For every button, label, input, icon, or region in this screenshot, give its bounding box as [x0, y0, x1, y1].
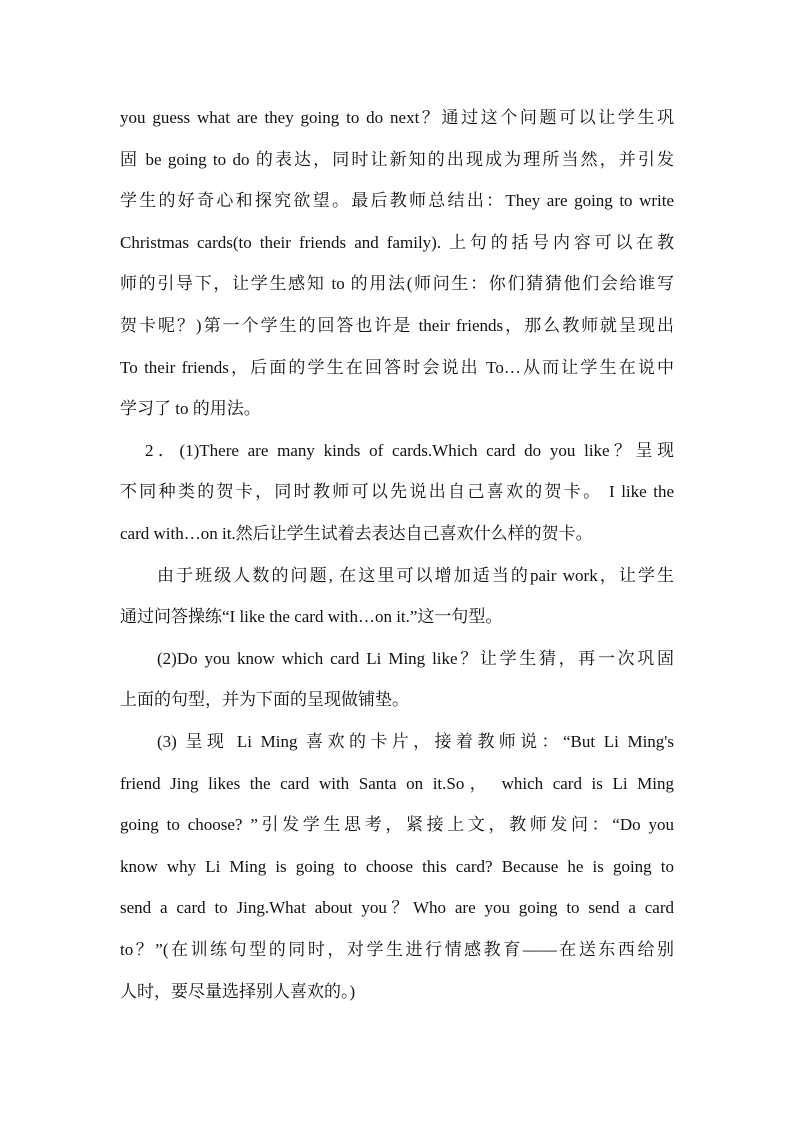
- text-line: To their friends，后面的学生在回答时会说出 To…从而让学生在说中: [120, 358, 674, 377]
- text-line: card with…on it.然后让学生试着去表达自己喜欢什么样的贺卡。: [120, 524, 593, 543]
- text-line: 不同种类的贺卡，同时教师可以先说出自己喜欢的贺卡。 I like the: [120, 482, 674, 501]
- text-line: you guess what are they going to do next？通过这个问题可以让学生巩: [120, 108, 674, 127]
- text-line: 贺卡呢？)第一个学生的回答也许是 their friends，那么教师就呈现出: [120, 316, 674, 335]
- text-line: 学生的好奇心和探究欲望。最后教师总结出：They are going to write: [120, 191, 674, 210]
- text-line: 学习了 to 的用法。: [120, 399, 261, 418]
- text-line: 上面的句型，并为下面的呈现做铺垫。: [120, 690, 409, 709]
- text-line: Christmas cards(to their friends and family). 上句的括号内容可以在教: [120, 233, 674, 252]
- text-line: (2)Do you know which card Li Ming like？让学生猜，再一次巩固: [157, 649, 674, 668]
- text-line: friend Jing likes the card with Santa on it.So， which card is Li Ming: [120, 774, 674, 793]
- text-line: going to choose? ”引发学生思考，紧接上文，教师发问：“Do you: [120, 815, 674, 834]
- text-line: 由于班级人数的问题, 在这里可以增加适当的pair work，让学生: [157, 566, 674, 585]
- text-line: know why Li Ming is going to choose this card? Because he is going to: [120, 857, 674, 876]
- text-line: send a card to Jing.What about you？Who are you going to send a card: [120, 898, 674, 917]
- text-line: 人时，要尽量选择别人喜欢的。): [120, 982, 356, 1001]
- text-line: (3) 呈现 Li Ming 喜欢的卡片，接着教师说：“But Li Ming's: [157, 732, 674, 751]
- text-line: 2．(1)There are many kinds of cards.Which card do you like？呈现: [145, 441, 674, 460]
- text-line: 固 be going to do 的表达，同时让新知的出现成为理所当然，并引发: [120, 150, 674, 169]
- text-line: 通过问答操练“I like the card with…on it.”这一句型。: [120, 607, 503, 626]
- text-line: to？”(在训练句型的同时，对学生进行情感教育——在送东西给别: [120, 940, 674, 959]
- text-line: 师的引导下，让学生感知 to 的用法(师问生：你们猜猜他们会给谁写: [120, 274, 674, 293]
